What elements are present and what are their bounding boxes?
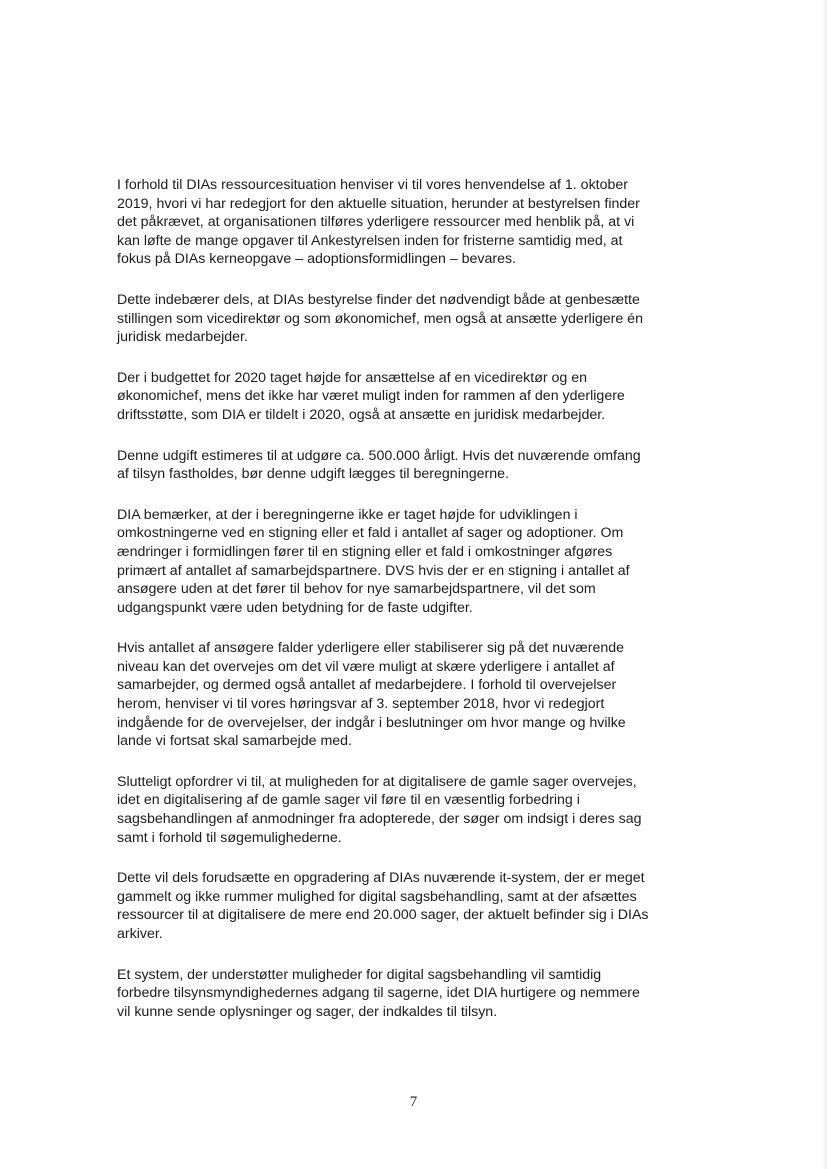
paragraph-line: Hvis antallet af ansøgere falder yderligere eller stabiliserer sig på det nuværende bbox=[117, 640, 625, 657]
paragraph-line: Slutteligt opfordrer vi til, at muligheden for at digitalisere de gamle sager overvejes, bbox=[117, 773, 637, 790]
paragraph-line: forbedre tilsynsmyndighedernes adgang til sagerne, idet DIA hurtigere og nemmere bbox=[117, 985, 640, 1002]
paragraph-4 bbox=[117, 447, 717, 484]
paragraph-line: Der i budgettet for 2020 taget højde for ansættelse af en vicedirektør og en bbox=[117, 369, 588, 386]
paragraph-line: gammelt og ikke rummer mulighed for digital sagsbehandling, samt at der afsættes bbox=[117, 888, 637, 905]
paragraph-line: sagsbehandlingen af anmodninger fra adopterede, der søger om indsigt i deres sag bbox=[117, 811, 642, 828]
paragraph-line: DIA bemærker, at der i beregningerne ikke er taget højde for udviklingen i bbox=[117, 506, 578, 523]
paragraph-7 bbox=[117, 773, 717, 847]
paragraph-line: samarbejder, og dermed også antallet af medarbejdere. I forhold til overvejelser bbox=[117, 677, 617, 694]
paragraph-line: Dette vil dels forudsætte en opgradering af DIAs nuværende it-system, der er meget bbox=[117, 870, 645, 887]
paragraph-line: lande vi fortsat skal samarbejde med. bbox=[117, 733, 352, 750]
paragraph-9 bbox=[117, 966, 717, 1022]
paragraph-line: Denne udgift estimeres til at udgøre ca. 500.000 årligt. Hvis det nuværende omfang bbox=[117, 447, 641, 464]
paragraph-line: kan løfte de mange opgaver til Ankestyrelsen inden for fristerne samtidig med, at bbox=[117, 232, 623, 249]
paragraph-line: niveau kan det overvejes om det vil være muligt at skære yderligere i antallet af bbox=[117, 658, 615, 675]
paragraph-line: stillingen som vicedirektør og som økonomichef, men også at ansætte yderligere én bbox=[117, 310, 643, 327]
paragraph-line: Et system, der understøtter muligheder for digital sagsbehandling vil samtidig bbox=[117, 966, 602, 983]
paragraph-line: det påkrævet, at organisationen tilføres yderligere ressourcer med henblik på, at vi bbox=[117, 214, 635, 231]
paragraph-2 bbox=[117, 291, 717, 347]
paragraph-line: fokus på DIAs kerneopgave – adoptionsformidlingen – bevares. bbox=[117, 251, 517, 268]
paragraph-line: idet en digitalisering af de gamle sager vil føre til en væsentlig forbedring i bbox=[117, 792, 580, 809]
paragraph-line: juridisk medarbejder. bbox=[117, 329, 248, 346]
paragraph-line: primært af antallet af samarbejdspartnere. DVS hvis der er en stigning i antallet af bbox=[117, 562, 630, 579]
paragraph-line: ansøgere uden at det fører til behov for nye samarbejdspartnere, vil det som bbox=[117, 581, 596, 598]
paragraph-6 bbox=[117, 639, 717, 751]
paragraph-line: udgangspunkt være uden betydning for de faste udgifter. bbox=[117, 599, 473, 616]
paragraph-line: samt i forhold til søgemulighederne. bbox=[117, 829, 342, 846]
page-number: 7 bbox=[409, 1094, 418, 1110]
paragraph-8 bbox=[117, 869, 717, 943]
paragraph-line: omkostningerne ved en stigning eller et fald i antallet af sager og adoptioner. Om bbox=[117, 525, 624, 542]
paragraph-line: herom, henviser vi til vores høringsvar af 3. september 2018, hvor vi redegjort bbox=[117, 696, 605, 713]
paragraph-line: I forhold til DIAs ressourcesituation henviser vi til vores henvendelse af 1. oktober bbox=[117, 177, 629, 193]
paragraph-line: arkiver. bbox=[117, 926, 163, 942]
paragraph-3 bbox=[117, 369, 717, 425]
paragraph-line: ændringer i formidlingen fører til en stigning eller et fald i omkostninger afgøres bbox=[117, 543, 613, 560]
paragraph-line: Dette indebærer dels, at DIAs bestyrelse finder det nødvendigt både at genbesætte bbox=[117, 291, 640, 308]
paragraph-5 bbox=[117, 506, 717, 618]
paragraph-line: driftsstøtte, som DIA er tildelt i 2020, også at ansætte en juridisk medarbejder. bbox=[117, 406, 606, 423]
paragraph-line: indgående for de overvejelser, der indgår i beslutninger om hvor mange og hvilke bbox=[117, 714, 626, 731]
paragraph-line: ressourcer til at digitalisere de mere end 20.000 sager, der aktuelt befinder sig i DIAs bbox=[117, 907, 649, 924]
paragraph-line: 2019, hvori vi har redegjort for den aktuelle situation, herunder at bestyrelsen finder bbox=[117, 195, 640, 212]
paragraph-line: af tilsyn fastholdes, bør denne udgift lægges til beregningerne. bbox=[117, 466, 509, 483]
document-body bbox=[117, 176, 717, 1043]
paragraph-line: økonomichef, mens det ikke har været muligt inden for rammen af den yderligere bbox=[117, 388, 625, 405]
paragraph-1 bbox=[117, 176, 717, 269]
page-edge-shadow bbox=[821, 0, 827, 1169]
paragraph-line: vil kunne sende oplysninger og sager, der indkaldes til tilsyn. bbox=[117, 1003, 498, 1020]
